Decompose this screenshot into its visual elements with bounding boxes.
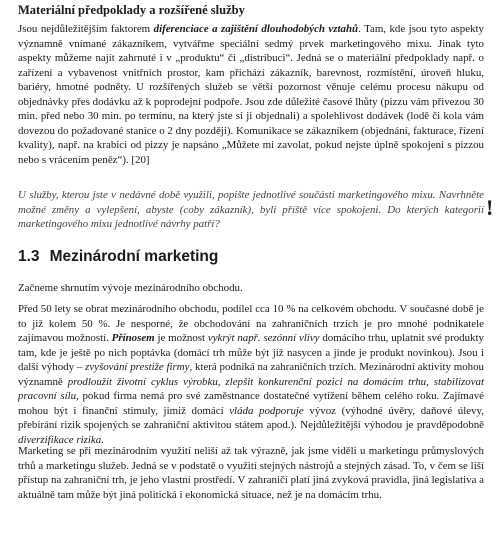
para1-text-1: Jsou nejdůležitějším faktorem: [18, 23, 154, 35]
para3-text-4: , která podniká na zahraničních trzích. Mezinárodní aktivity mohou významně: [18, 361, 485, 388]
chapter-heading: [18, 247, 218, 267]
paragraph-international-trade: [18, 302, 484, 447]
section-heading: Materiální předpoklady a rozšířené služby: [18, 3, 245, 17]
para3-text-5: , pokud firma nemá pro své zaměstnance dostatečné vytížení během celého roku. Zajímavé mohou být i finanční stimuly, jimiž domácí: [18, 390, 485, 417]
para3-italic-4: vláda podporuje: [229, 404, 304, 417]
paragraph-intro: Začneme shrnutím vývoje mezinárodního obchodu.: [18, 282, 243, 294]
para3-italic-5: diverzifikace rizika: [18, 433, 102, 446]
paragraph-international-marketing: Marketing se při mezinárodním využití neliší až tak výrazně, jak jsme viděli u marketingu průmyslových trhů a marketingu služeb. Jedná se v podstatě o využití stejných nástrojů a stejných zásad. To, v čem se liší přístup na zahraniční trh, je jeho vlastní prostředí. V zahraničí platí jiná zvyková pravidla, jiná legislativa a aktuálně tam může být jiná politická i ekonomická situace, než je na domácím trhu.: [18, 445, 484, 501]
para3-text-7: .: [101, 433, 104, 446]
para3-text-3: domácího trhu, uplatnit své produkty tam, kde je ještě po nich poptávka (domácí trh může být již nasycen a jinde je produkt novinkou). Jsou i další výhody –: [18, 332, 484, 373]
paragraph-materialni-predpoklady: [18, 22, 484, 167]
para3-italic-2: zvyšování prestiže firmy: [85, 361, 190, 373]
para3-text-6: vývoz (výhodné úvěry, daňové úlevy, přebírání rizik spojených se zahraniční aktivitou státem apod.). Nejdůležitější výhodou je pravděpodobně: [18, 404, 484, 431]
para3-text-2: je možnost: [154, 332, 208, 344]
chapter-number: 1.3: [18, 248, 40, 265]
para1-text-2: . Tam, kde jsou tyto aspekty významně vnímané zákazníkem, vytvářme speciální sedmý prvek marketingového mixu. Jinak tyto aspekty můžeme najít zahrnuté i v „produktu“ či „distribuci“. Jedná se o materiální předpoklady např. o zařízení a vybavenost vnitřních prostor, kam přichází zákazník, barevnost, rozmístění, úroveň hluku, bariéry, hmotné podněty. U rozšířených služeb se větší pozornost věnuje celému procesu nákupu od objednávky přes dodávku až k poprodejní podpoře. Jsou zde důležité časové lhůty (pizzu vám přivezou 30 min. před nebo 30 min. po termínu, na který jste si ji objednali) a spolehlivost dodávek (lodě či kola vám dovezou do požadované stanice o 2 dny později). Komunikace se zákazníkem (objednání, fakturace, řízení kvality), např. na krabici od pizzy je napsáno „Můžete mi zavolat, pokud nejste úplně spokojeni s pizzou nebo s vrácením peněz“). [20]: [18, 23, 484, 166]
exercise-question: U služby, kterou jste v nedávné době využili, popište jednotlivé součásti marketingového mixu. Navrhněte možné změny a vylepšení, abyste (coby zákazník), byli příště více spokojeni. Do kterých kategorií marketingového mixu jednotlivé návrhy patří?: [18, 189, 484, 230]
para3-italic-1: vykrýt např. sezónní vlivy: [207, 332, 320, 344]
exclamation-icon: !: [486, 195, 494, 220]
para3-emphasis-prinosem: Přínosem: [111, 332, 155, 344]
para3-text-1: Před 50 lety se obrat mezinárodního obchodu, podílel cca 10 % na celkovém obchodu. V současné době je to již kolem 50 %. Je nesporné, že obchodování na zahraničních trzích je pro mnohé podnikatele zajímavou možností.: [18, 303, 484, 344]
chapter-title: Mezinárodní marketing: [49, 248, 219, 265]
para1-emphasis: diferenciace a zajištění dlouhodobých vztahů: [153, 23, 359, 35]
para3-italic-3: prodloužit životní cyklus výrobku, zlepšit konkurenční pozici na domácím trhu, stabilizovat pracovní sílu: [18, 375, 484, 402]
